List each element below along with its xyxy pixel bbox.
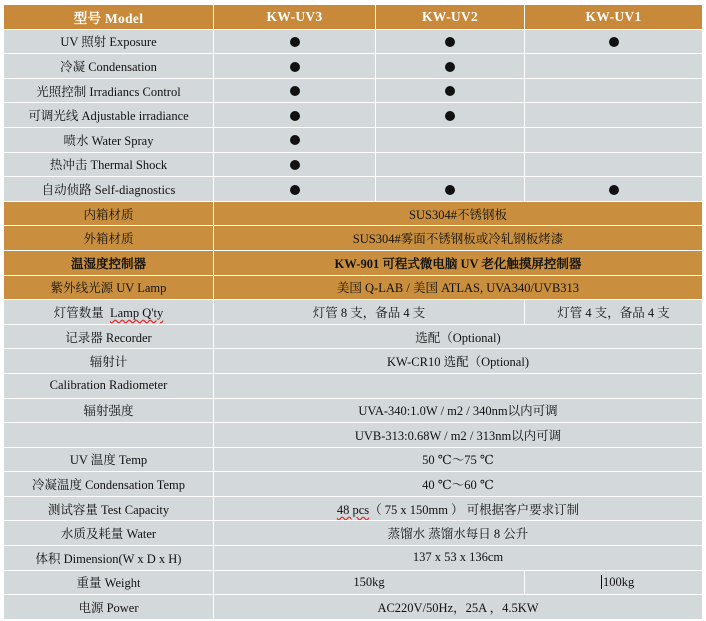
feature-mark-uv1 bbox=[525, 152, 703, 177]
irradiance-value-uvb: UVB-313:0.68W / m2 / 313nm以内可调 bbox=[214, 423, 703, 448]
feature-mark-uv2 bbox=[376, 152, 525, 177]
bullet-icon bbox=[290, 135, 300, 145]
lamp-qty-value-a: 灯管 8 支，备品 4 支 bbox=[214, 300, 525, 325]
bullet-icon bbox=[609, 37, 619, 47]
recorder-value: 选配（Optional) bbox=[214, 324, 703, 349]
feature-mark-uv1 bbox=[525, 127, 703, 152]
feature-mark-uv3 bbox=[214, 103, 376, 128]
weight-value-b bbox=[525, 570, 703, 595]
uv-lamp-label: 紫外线光源 UV Lamp bbox=[4, 275, 214, 300]
water-row bbox=[4, 521, 703, 546]
inner-box-label: 内箱材质 bbox=[4, 201, 214, 226]
feature-mark-uv1 bbox=[525, 78, 703, 103]
lamp-qty-value-b: 灯管 4 支，备品 4 支 bbox=[525, 300, 703, 325]
feature-label: 可调光线 Adjustable irradiance bbox=[4, 103, 214, 128]
feature-mark-uv2 bbox=[376, 29, 525, 54]
uv-lamp-value: 美国 Q-LAB / 美国 ATLAS, UVA340/UVB313 bbox=[214, 275, 703, 300]
feature-row-irradiance-control bbox=[4, 78, 703, 103]
bullet-icon bbox=[445, 62, 455, 72]
lamp-qty-label-cn: 灯管数量 bbox=[53, 305, 104, 320]
outer-box-value: SUS304#雾面不锈钢板或冷轧钢板烤漆 bbox=[214, 226, 703, 251]
power-value: AC220V/50Hz，25A ，4.5KW bbox=[214, 595, 703, 620]
uv-temp-value: 50 ℃～75 ℃ bbox=[214, 447, 703, 472]
bullet-icon bbox=[290, 37, 300, 47]
uv-temp-label: UV 温度 Temp bbox=[4, 447, 214, 472]
feature-mark-uv1 bbox=[525, 103, 703, 128]
feature-mark-uv3 bbox=[214, 29, 376, 54]
water-label: 水质及耗量 Water bbox=[4, 521, 214, 546]
capacity-row bbox=[4, 496, 703, 521]
feature-row-exposure bbox=[4, 29, 703, 54]
radiometer-label-cn: 辐射计 bbox=[4, 349, 214, 374]
header-row bbox=[4, 5, 703, 30]
model-header-uv2: KW-UV2 bbox=[376, 5, 525, 30]
feature-label: 喷水 Water Spray bbox=[4, 127, 214, 152]
capacity-pcs: 48 pcs bbox=[336, 502, 370, 517]
weight-value-b-text: 100kg bbox=[603, 574, 635, 589]
cond-temp-value: 40 ℃～60 ℃ bbox=[214, 472, 703, 497]
controller-row bbox=[4, 250, 703, 275]
radiometer-label-en: Calibration Radiometer bbox=[4, 373, 214, 398]
lamp-qty-label bbox=[4, 300, 214, 325]
spec-table bbox=[3, 4, 703, 620]
model-header-uv1: KW-UV1 bbox=[525, 5, 703, 30]
feature-mark-uv3 bbox=[214, 127, 376, 152]
cond-temp-label: 冷凝温度 Condensation Temp bbox=[4, 472, 214, 497]
lamp-qty-label-en: Lamp Q'ty bbox=[109, 305, 164, 320]
bullet-icon bbox=[609, 185, 619, 195]
dimension-label: 体积 Dimension(W x D x H) bbox=[4, 546, 214, 571]
radiometer-row-1 bbox=[4, 349, 703, 374]
feature-label: 光照控制 Irradiancs Control bbox=[4, 78, 214, 103]
lamp-qty-row bbox=[4, 300, 703, 325]
water-value: 蒸馏水 蒸馏水每日 8 公升 bbox=[214, 521, 703, 546]
feature-row-water-spray bbox=[4, 127, 703, 152]
feature-mark-uv2 bbox=[376, 78, 525, 103]
model-label-header: 型号 Model bbox=[4, 5, 214, 30]
inner-box-row bbox=[4, 201, 703, 226]
feature-mark-uv3 bbox=[214, 54, 376, 79]
bullet-icon bbox=[445, 37, 455, 47]
uv-temp-row bbox=[4, 447, 703, 472]
recorder-label: 记录器 Recorder bbox=[4, 324, 214, 349]
feature-label: 冷凝 Condensation bbox=[4, 54, 214, 79]
bullet-icon bbox=[445, 111, 455, 121]
feature-mark-uv1 bbox=[525, 54, 703, 79]
dimension-value: 137 x 53 x 136cm bbox=[214, 546, 703, 571]
weight-row bbox=[4, 570, 703, 595]
feature-row-self-diagnostics bbox=[4, 177, 703, 202]
outer-box-label: 外箱材质 bbox=[4, 226, 214, 251]
capacity-detail: （ 75 x 150mm ） 可根据客户要求订制 bbox=[369, 502, 580, 517]
model-header-uv3: KW-UV3 bbox=[214, 5, 376, 30]
radiometer-row-2 bbox=[4, 373, 703, 398]
feature-mark-uv1 bbox=[525, 29, 703, 54]
feature-label: UV 照射 Exposure bbox=[4, 29, 214, 54]
bullet-icon bbox=[290, 185, 300, 195]
feature-row-thermal-shock bbox=[4, 152, 703, 177]
controller-value: KW-901 可程式微电脑 UV 老化触摸屏控制器 bbox=[214, 250, 703, 275]
uv-lamp-row bbox=[4, 275, 703, 300]
radiometer-value: KW-CR10 选配（Optional) bbox=[214, 349, 703, 374]
irradiance-row-1 bbox=[4, 398, 703, 423]
feature-row-condensation bbox=[4, 54, 703, 79]
irradiance-label: 辐射强度 bbox=[4, 398, 214, 423]
irradiance-value-uva: UVA-340:1.0W / m2 / 340nm以内可调 bbox=[214, 398, 703, 423]
dimension-row bbox=[4, 546, 703, 571]
power-row bbox=[4, 595, 703, 620]
feature-label: 自动侦路 Self-diagnostics bbox=[4, 177, 214, 202]
feature-mark-uv3 bbox=[214, 78, 376, 103]
irradiance-label-blank bbox=[4, 423, 214, 448]
bullet-icon bbox=[290, 62, 300, 72]
feature-mark-uv3 bbox=[214, 152, 376, 177]
cond-temp-row bbox=[4, 472, 703, 497]
bullet-icon bbox=[290, 86, 300, 96]
feature-mark-uv2 bbox=[376, 103, 525, 128]
controller-label: 温湿度控制器 bbox=[4, 250, 214, 275]
bullet-icon bbox=[445, 86, 455, 96]
feature-mark-uv2 bbox=[376, 177, 525, 202]
feature-label: 热冲击 Thermal Shock bbox=[4, 152, 214, 177]
feature-mark-uv2 bbox=[376, 127, 525, 152]
inner-box-value: SUS304#不锈钢板 bbox=[214, 201, 703, 226]
feature-mark-uv1 bbox=[525, 177, 703, 202]
weight-value-a: 150kg bbox=[214, 570, 525, 595]
feature-mark-uv2 bbox=[376, 54, 525, 79]
capacity-label: 测试容量 Test Capacity bbox=[4, 496, 214, 521]
bullet-icon bbox=[290, 111, 300, 121]
capacity-value bbox=[214, 496, 703, 521]
weight-label: 重量 Weight bbox=[4, 570, 214, 595]
feature-row-adjustable bbox=[4, 103, 703, 128]
recorder-row bbox=[4, 324, 703, 349]
power-label: 电源 Power bbox=[4, 595, 214, 620]
irradiance-row-2 bbox=[4, 423, 703, 448]
outer-box-row bbox=[4, 226, 703, 251]
bullet-icon bbox=[290, 160, 300, 170]
feature-mark-uv3 bbox=[214, 177, 376, 202]
radiometer-value-blank bbox=[214, 373, 703, 398]
bullet-icon bbox=[445, 185, 455, 195]
